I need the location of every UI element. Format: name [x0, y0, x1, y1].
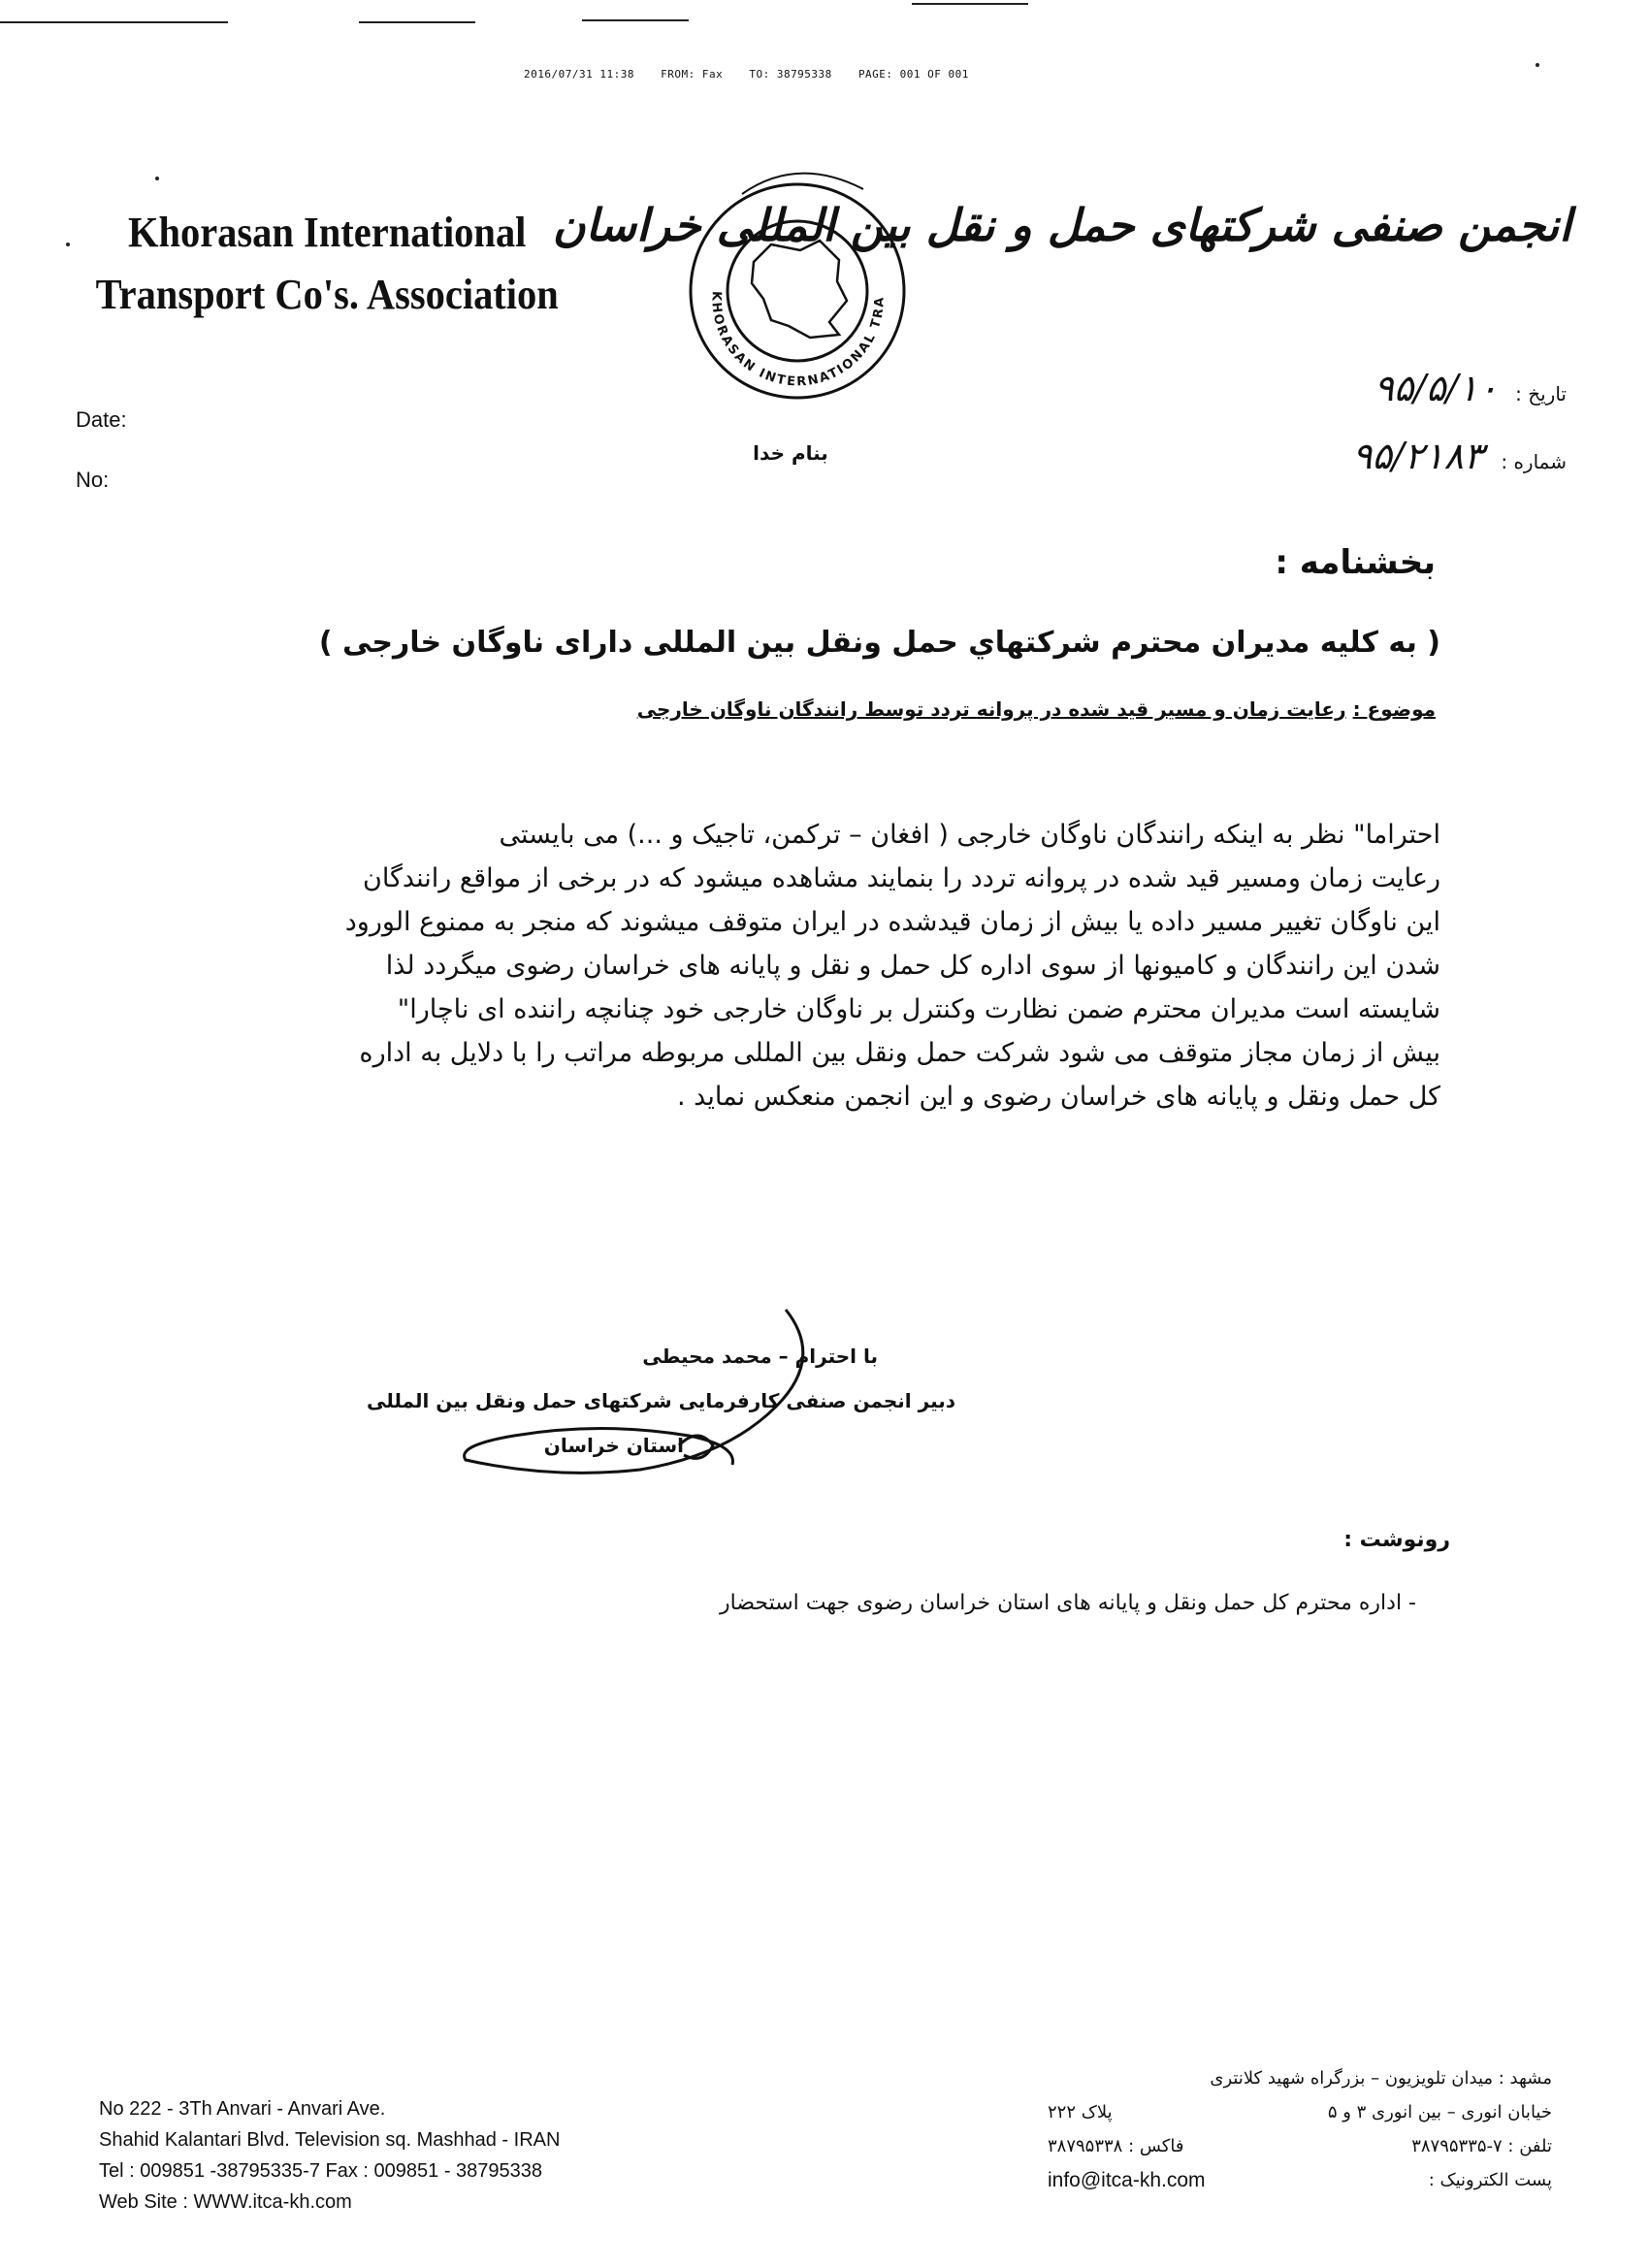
body-line: بیش از زمان مجاز متوقف می شود شرکت حمل ونقل بین المللی مربوطه مراتب را با دلایل به اداره	[359, 1038, 1440, 1068]
iran-map-emblem-icon	[674, 136, 922, 417]
fax-from: FROM: Fax	[661, 68, 724, 81]
fax-stroke	[359, 21, 475, 23]
footer-fa-email: info@itca-kh.com	[1048, 2169, 1206, 2191]
speck	[1536, 63, 1539, 67]
svg-text:KHORASAN INTERNATIONAL TRANSPO: KHORASAN INTERNATIONAL TRA	[708, 290, 888, 390]
fax-top-lines	[0, 0, 1649, 58]
body-line: شدن این رانندگان و کامیونها از سوی اداره کل حمل و نقل و پایانه های خراسان رضوی میگردد لذا	[385, 951, 1440, 981]
fax-page: PAGE: 001 OF 001	[857, 68, 969, 81]
footer-fa-row	[1048, 2163, 1552, 2197]
subject	[272, 694, 1436, 725]
footer-fa-fax: فاکس : ۳۸۷۹۵۳۳۸	[1048, 2136, 1184, 2156]
footer-fa-email-label: پست الکترونیک :	[1428, 2170, 1552, 2190]
footer-en-line3: Tel : 009851 -38795335-7 Fax : 009851 - 38795338	[99, 2160, 543, 2182]
org-name-en-line2: Transport Co's. Association	[95, 271, 559, 318]
date-value-fa: ۹۵/۵/۱۰	[1374, 367, 1499, 409]
number-field-fa	[1352, 435, 1567, 477]
body-line: احتراما" نظر به اینکه رانندگان ناوگان خارجی ( افغان – ترکمن، تاجیک و ...) می بایستی	[499, 820, 1440, 850]
cc-label: رونوشت :	[1343, 1528, 1450, 1552]
signature-block	[218, 1334, 955, 1468]
body-line: شایسته است مدیران محترم ضمن نظارت وکنترل بر ناوگان خارجی خود چنانچه راننده ای ناچارا"	[397, 994, 1440, 1024]
circular-title: بخشنامه :	[1275, 543, 1436, 582]
fax-datetime: 2016/07/31 11:38	[524, 68, 634, 81]
footer-fa-address2a: خیابان انوری – بین انوری ۳ و ۵	[1327, 2102, 1552, 2122]
signature-title-line1: دبیر انجمن صنفی کارفرمایی شرکتهای حمل ونقل بین المللی	[366, 1389, 955, 1412]
organization-name-fa: انجمن صنفی شرکتهای حمل و نقل بین المللی خراسان	[552, 199, 1571, 251]
subject-label: موضوع :	[1352, 697, 1436, 721]
signature-closing: با احترام – محمد محیطی	[642, 1345, 878, 1368]
no-label-en: No:	[76, 468, 110, 492]
date-label-fa: تاریخ :	[1515, 382, 1567, 405]
footer-fa-row	[1048, 2061, 1552, 2095]
body-line: کل حمل ونقل و پایانه های خراسان رضوی و این انجمن منعکس نماید .	[676, 1082, 1440, 1112]
speck	[66, 243, 70, 246]
footer-en-line2: Shahid Kalantari Blvd. Television sq. Mashhad - IRAN	[99, 2129, 561, 2151]
date-field-fa	[1374, 367, 1567, 409]
footer-address-fa	[1048, 2061, 1552, 2197]
signature-title-line2: استان خراسان	[543, 1434, 684, 1457]
number-value-fa: ۹۵/۲۱۸۳	[1352, 435, 1484, 477]
footer-en-line1: No 222 - 3Th Anvari - Anvari Ave.	[99, 2098, 386, 2120]
fax-stroke	[582, 19, 689, 21]
fax-stroke	[912, 3, 1028, 5]
bismillah: بنام خدا	[753, 441, 828, 465]
footer-fa-row	[1048, 2129, 1552, 2163]
number-label-fa: شماره :	[1501, 450, 1567, 473]
footer-fa-row	[1048, 2095, 1552, 2129]
association-logo	[674, 136, 922, 417]
body-line: این ناوگان تغییر مسیر داده یا بیش از زمان قیدشده در ایران متوقف میشوند که منجر به ممنوع الورود	[344, 907, 1440, 937]
speck	[155, 177, 159, 180]
organization-name-en	[73, 202, 581, 326]
fax-stroke	[0, 21, 228, 23]
body-line: رعایت زمان ومسیر قید شده در پروانه تردد را بنمایند مشاهده میشود که در برخی از مواقع رانندگان	[362, 863, 1440, 893]
date-label-en: Date:	[76, 407, 127, 432]
fax-to: TO: 38795338	[749, 68, 832, 81]
org-name-en-line1: Khorasan International	[127, 209, 527, 256]
footer-fa-phone: تلفن : ۷-۳۸۷۹۵۳۳۵	[1411, 2136, 1552, 2156]
addressee: ( به کلیه مدیران محترم شرکتهاي حمل ونقل بین المللی دارای ناوگان خارجی )	[318, 626, 1440, 660]
footer-fa-address2b: پلاک ۲۲۲	[1048, 2102, 1113, 2122]
cc-item: - اداره محترم کل حمل ونقل و پایانه های استان خراسان رضوی جهت استحضار	[720, 1591, 1416, 1615]
footer-fa-address1: مشهد : میدان تلویزیون – بزرگراه شهید کلانتری	[1210, 2068, 1552, 2089]
fax-header	[524, 68, 988, 81]
letter-body	[121, 813, 1440, 1118]
footer-address-en	[99, 2093, 720, 2218]
subject-text: رعایت زمان و مسیر قید شده در پروانه تردد توسط رانندگان ناوگان خارجی	[636, 697, 1346, 721]
footer-en-line4: Web Site : WWW.itca-kh.com	[99, 2191, 352, 2213]
